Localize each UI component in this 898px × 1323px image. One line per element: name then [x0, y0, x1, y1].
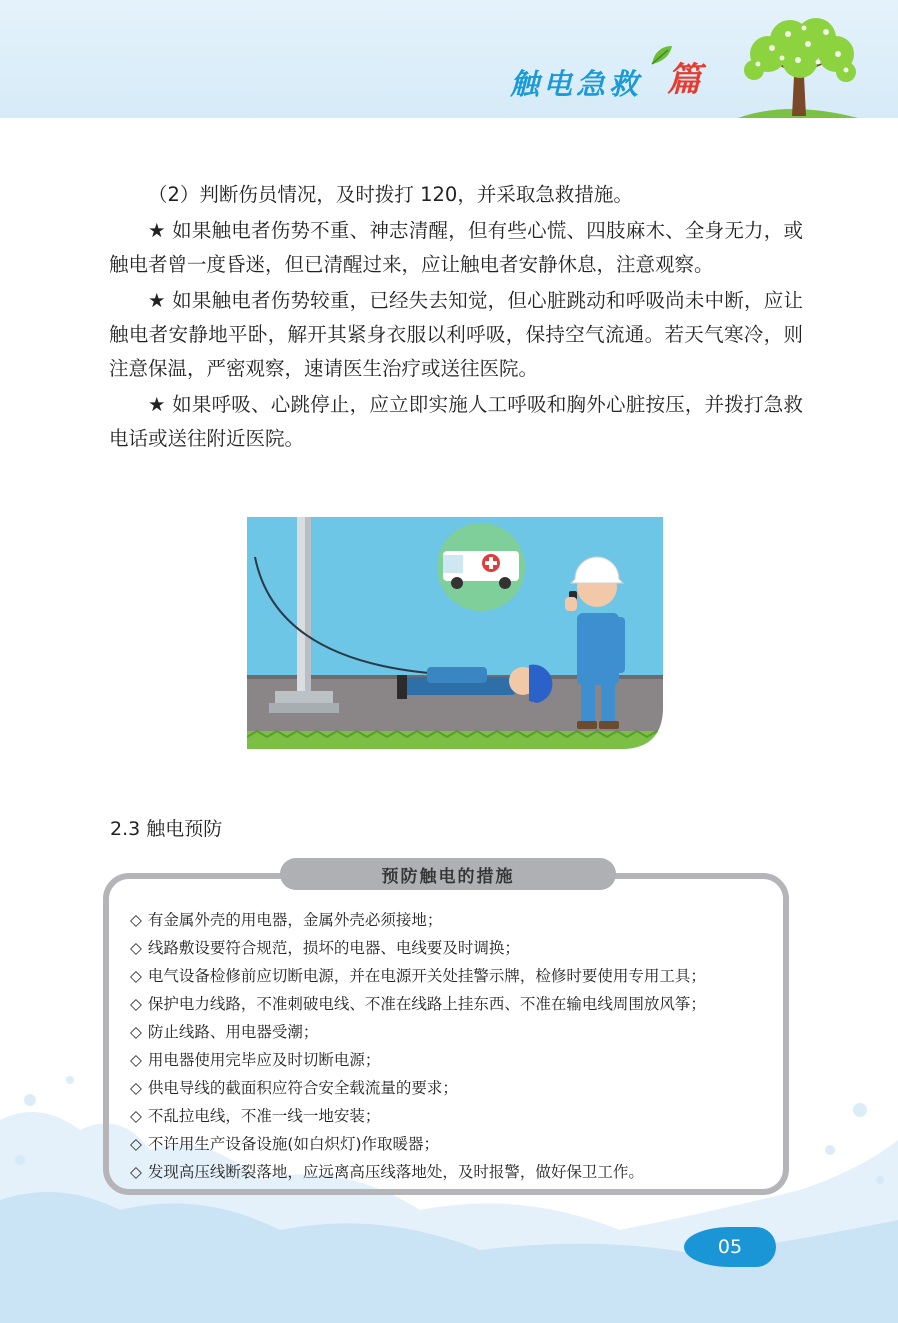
diamond-bullet-icon: ◇ [130, 939, 142, 957]
first-aid-illustration [247, 517, 663, 749]
paragraph: ★ 如果触电者伤势不重、神志清醒，但有些心慌、四肢麻木、全身无力，或触电者曾一度昏迷，但已清醒过来，应让触电者安静休息，注意观察。 [109, 219, 803, 276]
diamond-bullet-icon: ◇ [130, 1051, 142, 1069]
list-item: ◇ 线路敷设要符合规范，损坏的电器、电线要及时调换； [130, 939, 520, 957]
tree-icon [728, 14, 868, 120]
list-item: ◇ 发现高压线断裂落地，应远离高压线落地处，及时报警，做好保卫工作。 [130, 1163, 644, 1181]
list-item: ◇ 电气设备检修前应切断电源，并在电源开关处挂警示牌，检修时要使用专用工具； [130, 967, 706, 985]
measures-title: 预防触电的措施 [280, 858, 616, 890]
diamond-bullet-icon: ◇ [130, 1163, 142, 1181]
list-item: ◇ 供电导线的截面积应符合安全载流量的要求； [130, 1079, 458, 1097]
chapter-suffix: 篇 [667, 60, 701, 100]
chapter-title: 触电急救 [510, 67, 643, 101]
section-heading: 2.3 触电预防 [110, 818, 223, 840]
page-number: 05 [684, 1227, 776, 1267]
diamond-bullet-icon: ◇ [130, 967, 142, 985]
measures-list [130, 906, 706, 1186]
diamond-bullet-icon: ◇ [130, 911, 142, 929]
diamond-bullet-icon: ◇ [130, 1107, 142, 1125]
diamond-bullet-icon: ◇ [130, 1135, 142, 1153]
list-item: ◇ 防止线路、用电器受潮； [130, 1023, 319, 1041]
list-item: ◇ 用电器使用完毕应及时切断电源； [130, 1051, 381, 1069]
diamond-bullet-icon: ◇ [130, 1079, 142, 1097]
list-item: ◇ 不乱拉电线，不准一线一地安装； [130, 1107, 381, 1125]
list-item: ◇ 有金属外壳的用电器，金属外壳必须接地； [130, 911, 443, 929]
paragraph: ★ 如果触电者伤势较重，已经失去知觉，但心脏跳动和呼吸尚未中断，应让触电者安静地平卧，解开其紧身衣服以利呼吸，保持空气流通。若天气寒冷，则注意保温，严密观察，速请医生治疗或送往医院。 [109, 289, 803, 380]
body-text [109, 178, 803, 458]
diamond-bullet-icon: ◇ [130, 995, 142, 1013]
paragraph: （2）判断伤员情况，及时拨打 120，并采取急救措施。 [148, 183, 633, 206]
list-item: ◇ 保护电力线路，不准刺破电线、不准在线路上挂东西、不准在输电线周围放风筝； [130, 995, 706, 1013]
paragraph: ★ 如果呼吸、心跳停止，应立即实施人工呼吸和胸外心脏按压，并拨打急救电话或送往附近医院。 [109, 393, 803, 450]
list-item: ◇ 不许用生产设备设施(如白炽灯)作取暖器； [130, 1135, 440, 1153]
diamond-bullet-icon: ◇ [130, 1023, 142, 1041]
